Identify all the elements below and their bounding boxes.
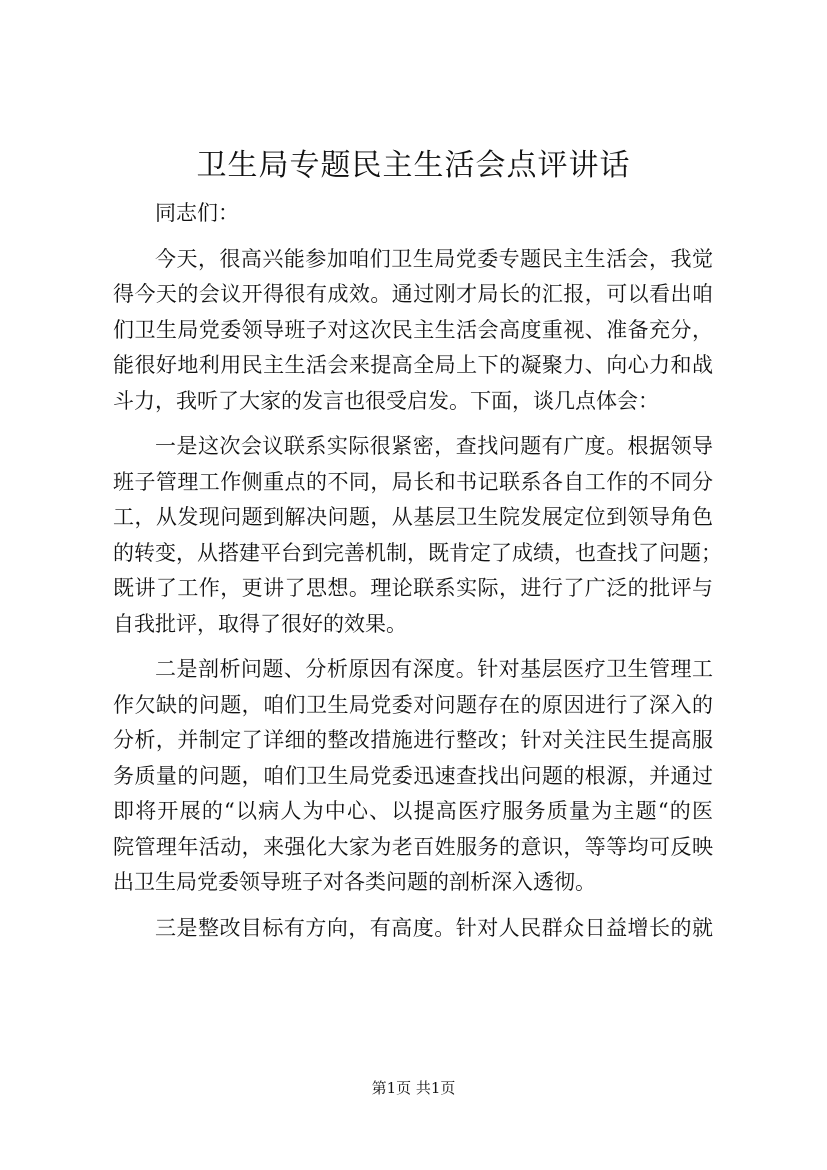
paragraph-line: 今天，很高兴能参加咱们卫生局党委专题民主生活会，我觉 <box>155 246 713 271</box>
paragraph-line: 出卫生局党委领导班子对各类问题的剖析深入透彻。 <box>113 870 596 894</box>
document-title: 卫生局专题民主生活会点评讲话 <box>196 148 631 183</box>
document-body <box>113 196 722 946</box>
paragraph-line: 分析，并制定了详细的整改措施进行整改；针对关注民生提高服 <box>113 728 713 752</box>
paragraph-line: 务质量的问题，咱们卫生局党委迅速查找出问题的根源，并通过 <box>113 763 713 788</box>
paragraph-list <box>113 242 722 947</box>
paragraph-line: 得今天的会议开得很有成效。通过刚才局长的汇报，可以看出咱 <box>113 282 713 306</box>
paragraph-line: 班子管理工作侧重点的不同，局长和书记联系各自工作的不同分 <box>113 469 713 494</box>
paragraph-line: 能很好地利用民主生活会来提高全局上下的凝聚力、向心力和战 <box>113 353 713 377</box>
paragraph-line: 即将开展的“以病人为中心、以提高医疗服务质量为主题“的医 <box>113 799 713 823</box>
paragraph-line: 们卫生局党委领导班子对这次民主生活会高度重视、准备充分， <box>113 317 713 342</box>
paragraph-line: 既讲了工作，更讲了思想。理论联系实际，进行了广泛的批评与 <box>113 576 713 600</box>
paragraph-line: 二是剖析问题、分析原因有深度。针对基层医疗卫生管理工 <box>155 657 713 681</box>
paragraph-line: 三是整改目标有方向，有高度。针对人民群众日益增长的就 <box>155 915 713 940</box>
paragraph-line: 的转变，从搭建平台到完善机制，既肯定了成绩，也查找了问题； <box>113 540 722 565</box>
page-footer: 第1页 共1页 <box>371 1079 456 1097</box>
paragraph <box>113 911 713 947</box>
paragraph <box>113 652 713 901</box>
salutation: 同志们： <box>155 201 239 225</box>
paragraph-line: 工，从发现问题到解决问题，从基层卫生院发展定位到领导角色 <box>113 505 713 529</box>
paragraph-line: 自我批评，取得了很好的效果。 <box>113 611 407 636</box>
paragraph-line: 一是这次会议联系实际很紧密，查找问题有广度。根据领导 <box>155 434 713 458</box>
paragraph <box>113 242 713 420</box>
paragraph <box>113 429 722 642</box>
paragraph-line: 作欠缺的问题，咱们卫生局党委对问题存在的原因进行了深入的 <box>113 692 713 717</box>
paragraph-line: 院管理年活动，来强化大家为老百姓服务的意识，等等均可反映 <box>113 834 713 859</box>
paragraph-line: 斗力，我听了大家的发言也很受启发。下面，谈几点体会： <box>113 388 659 413</box>
